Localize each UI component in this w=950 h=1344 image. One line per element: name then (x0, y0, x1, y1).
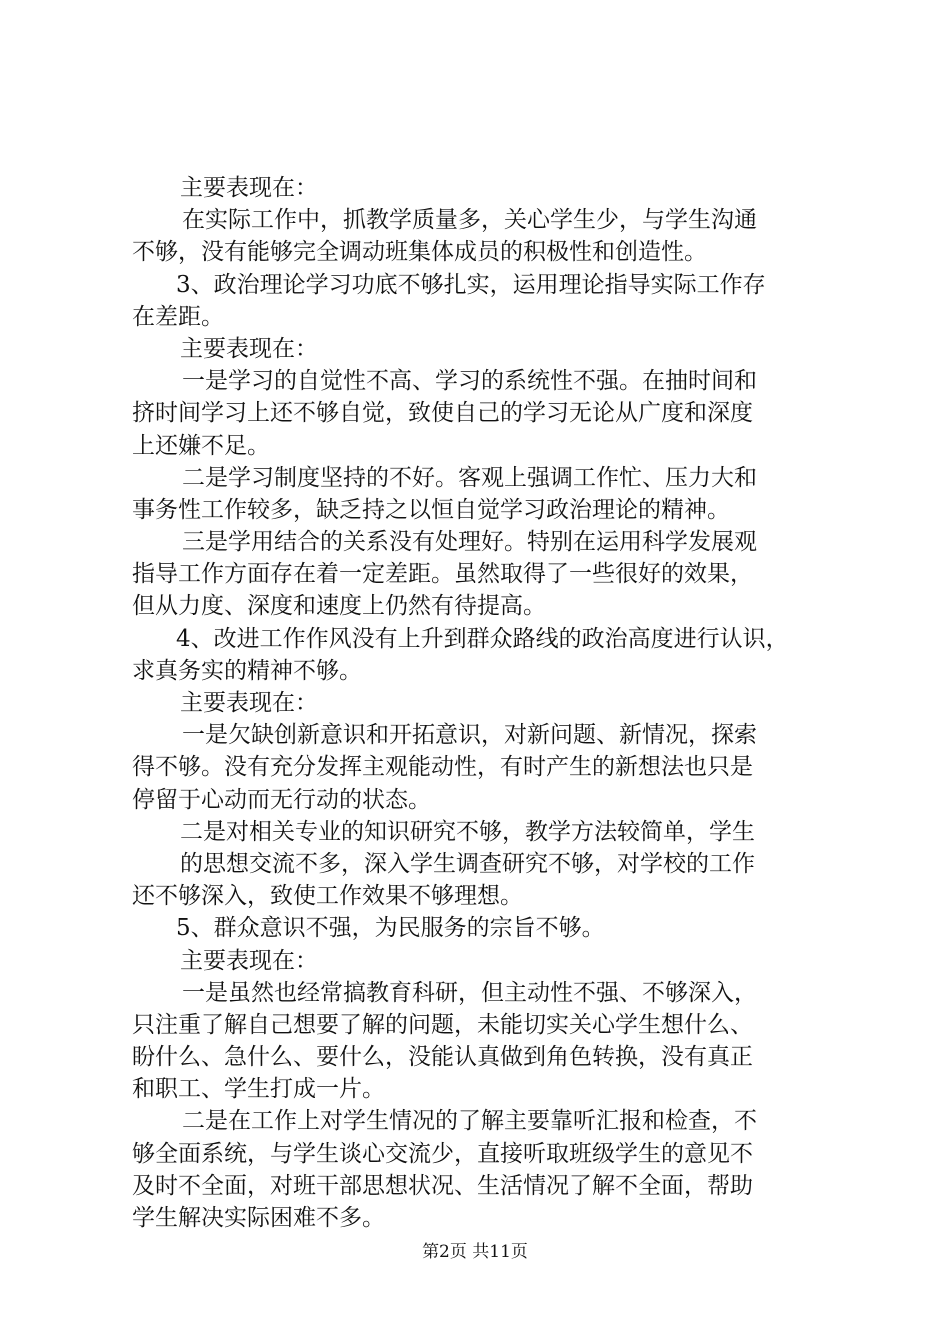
text-line: 的思想交流不多，深入学生调查研究不够，对学校的工作 (180, 850, 755, 877)
text-line: 3、政治理论学习功底不够扎实，运用理论指导实际工作存 (176, 271, 766, 298)
text-line: 在实际工作中，抓教学质量多，关心学生少，与学生沟通 (182, 207, 757, 234)
text-line: 在差距。 (132, 303, 224, 330)
text-line: 主要表现在： (180, 947, 318, 974)
text-line: 只注重了解自己想要了解的问题，未能切实关心学生想什么、 (132, 1011, 753, 1038)
text-line: 主要表现在： (180, 690, 318, 716)
text-line: 主要表现在： (180, 175, 318, 201)
text-line: 但从力度、深度和速度上仍然有待提高。 (132, 593, 546, 620)
text-line: 挤时间学习上还不够自觉，致使自己的学习无论从广度和深度 (132, 400, 753, 427)
page-footer: 第2页 共11页 (422, 1242, 528, 1262)
text-line: 5、群众意识不强，为民服务的宗旨不够。 (176, 915, 605, 942)
text-line: 和职工、学生打成一片。 (132, 1076, 385, 1103)
text-line: 求真务实的精神不够。 (132, 657, 362, 684)
text-line: 够全面系统，与学生谈心交流少，直接听取班级学生的意见不 (132, 1140, 753, 1167)
text-line: 得不够。没有充分发挥主观能动性，有时产生的新想法也只是 (132, 754, 753, 781)
text-line: 不够，没有能够完全调动班集体成员的积极性和创造性。 (132, 239, 707, 266)
text-line: 二是学习制度坚持的不好。客观上强调工作忙、压力大和 (182, 464, 757, 491)
text-line: 盼什么、急什么、要什么，没能认真做到角色转换，没有真正 (132, 1044, 753, 1071)
text-line: 三是学用结合的关系没有处理好。特别在运用科学发展观 (182, 529, 757, 556)
text-line: 事务性工作较多，缺乏持之以恒自觉学习政治理论的精神。 (132, 496, 730, 523)
text-line: 上还嫌不足。 (132, 432, 270, 459)
text-line: 及时不全面，对班干部思想状况、生活情况了解不全面，帮助 (132, 1172, 753, 1199)
text-line: 4、改进工作作风没有上升到群众路线的政治高度进行认识， (176, 625, 789, 652)
text-line: 一是欠缺创新意识和开拓意识，对新问题、新情况，探索 (182, 722, 757, 749)
text-line: 指导工作方面存在着一定差距。虽然取得了一些很好的效果， (132, 561, 753, 588)
text-line: 学生解决实际困难不多。 (132, 1205, 385, 1231)
text-line: 二是对相关专业的知识研究不够，教学方法较简单，学生 (180, 818, 755, 845)
text-line: 二是在工作上对学生情况的了解主要靠听汇报和检查，不 (182, 1108, 757, 1135)
text-line: 一是学习的自觉性不高、学习的系统性不强。在抽时间和 (182, 368, 757, 395)
body-text (0, 172, 950, 1234)
text-line: 主要表现在： (180, 335, 318, 362)
text-line: 停留于心动而无行动的状态。 (132, 786, 431, 813)
text-line: 还不够深入，致使工作效果不够理想。 (132, 883, 523, 910)
text-line: 一是虽然也经常搞教育科研，但主动性不强、不够深入， (182, 979, 757, 1006)
